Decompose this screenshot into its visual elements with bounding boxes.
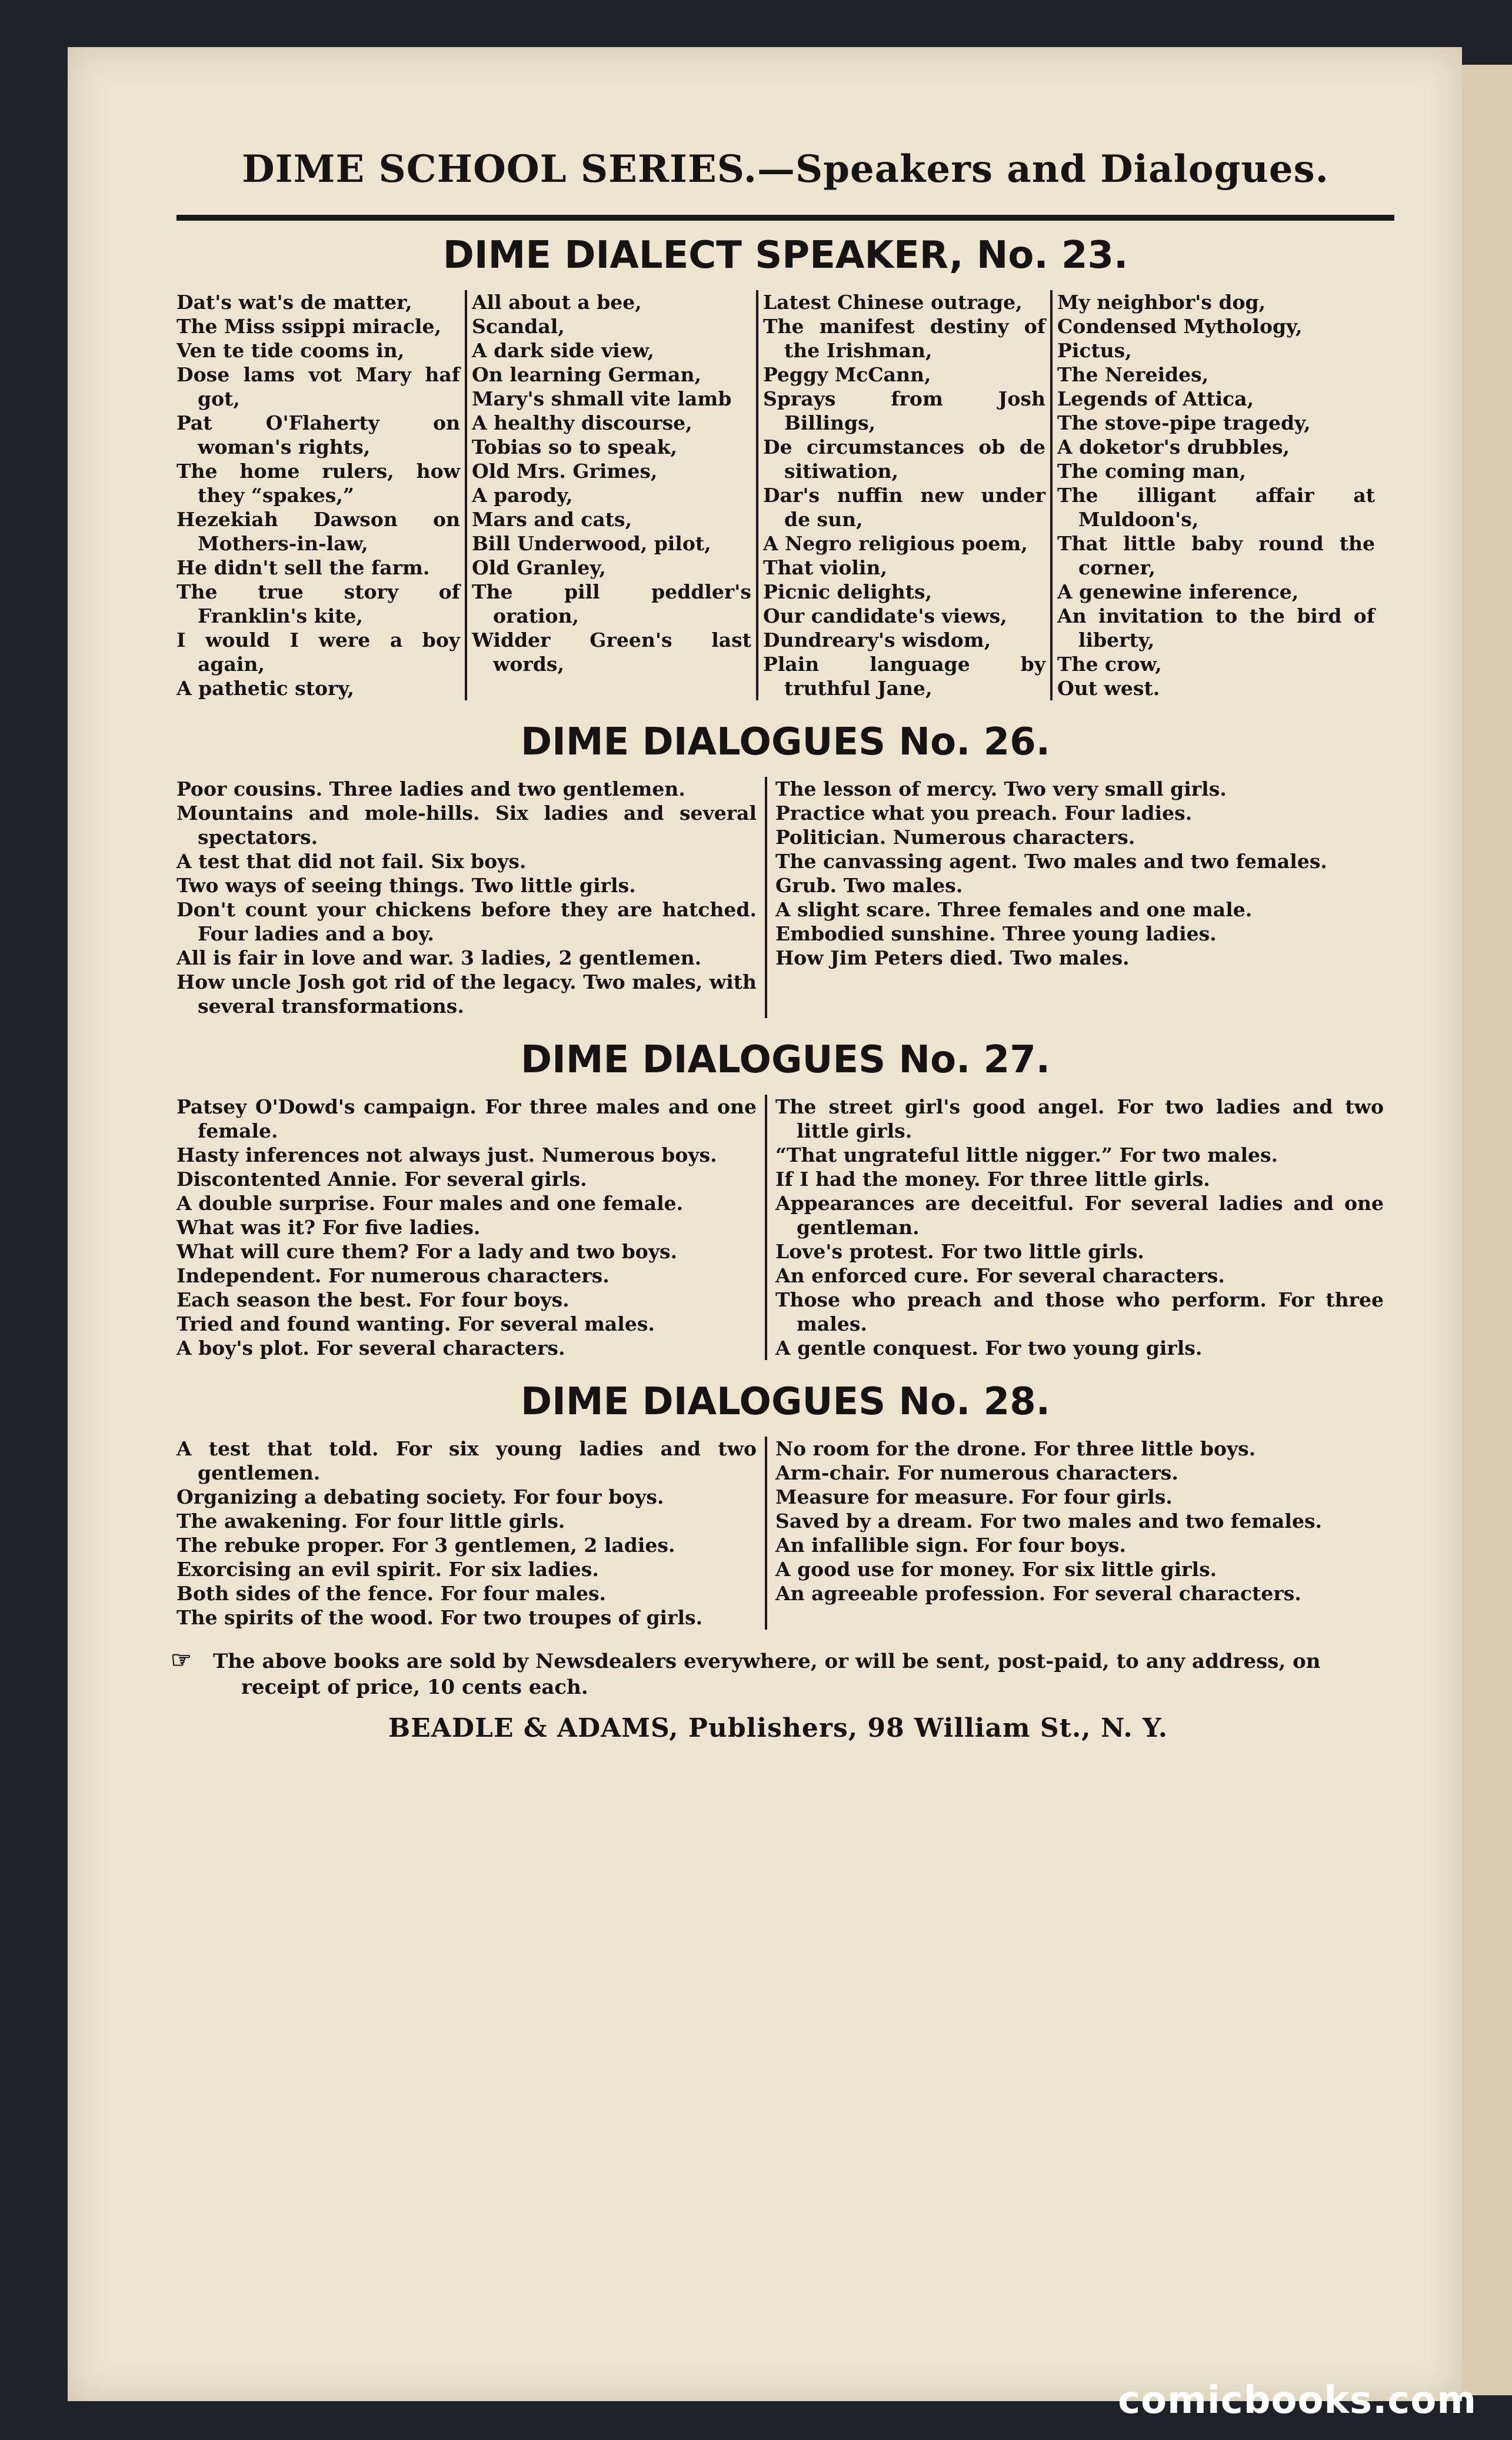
catalog-entry: Politician. Numerous characters. (775, 826, 1135, 849)
dialogues-26-list (176, 777, 1394, 1018)
catalog-entry: Appearances are deceitful. For several ladies and one gentleman. (775, 1192, 1384, 1239)
catalog-entry: A pathetic story, (176, 677, 354, 700)
catalog-entry: An agreeable profession. For several characters. (775, 1582, 1301, 1605)
catalog-entry: Dundreary's wisdom, (763, 629, 991, 651)
catalog-entry: A parody, (472, 484, 573, 507)
catalog-entry: Those who preach and those who perform. For three males. (775, 1288, 1384, 1335)
catalog-entry: Embodied sunshine. Three young ladies. (775, 922, 1217, 945)
catalog-entry: Mars and cats, (472, 508, 632, 531)
catalog-entry: What was it? For five ladies. (176, 1216, 481, 1239)
catalog-entry: Patsey O'Dowd's campaign. For three males and one female. (176, 1095, 757, 1142)
catalog-entry: A healthy discourse, (472, 411, 692, 434)
catalog-entry: The pill peddler's oration, (472, 580, 751, 627)
dialogue-column-left (176, 1437, 765, 1630)
dialogues-28-list (176, 1437, 1394, 1630)
catalog-entry: Hezekiah Dawson on Mothers-in-law, (176, 508, 460, 555)
catalog-entry: All about a bee, (472, 291, 642, 314)
catalog-entry: The coming man, (1057, 460, 1246, 483)
catalog-entry: De circumstances ob de sitiwation, (763, 436, 1045, 483)
catalog-entry: Dar's nuffin new under de sun, (763, 484, 1045, 531)
speaker-column (756, 290, 1050, 700)
catalog-entry: Both sides of the fence. For four males. (176, 1582, 607, 1605)
catalog-entry: Old Granley, (472, 556, 606, 579)
catalog-entry: Out west. (1057, 677, 1160, 700)
speaker-23-list (176, 290, 1394, 700)
catalog-entry: A good use for money. For six little girls. (775, 1558, 1217, 1581)
catalog-entry: Saved by a dream. For two males and two females. (775, 1510, 1323, 1533)
catalog-entry: Sprays from Josh Billings, (763, 387, 1045, 434)
catalog-entry: A test that did not fail. Six boys. (176, 850, 527, 873)
catalog-entry: A doketor's drubbles, (1057, 436, 1290, 458)
catalog-entry: A boy's plot. For several characters. (176, 1337, 565, 1359)
catalog-entry: Exorcising an evil spirit. For six ladies. (176, 1558, 599, 1581)
catalog-entry: Organizing a debating society. For four boys. (176, 1485, 664, 1508)
catalog-entry: Picnic delights, (763, 580, 932, 603)
catalog-entry: Old Mrs. Grimes, (472, 460, 658, 483)
speaker-column (176, 290, 465, 700)
catalog-entry: The manifest destiny of the Irishman, (763, 315, 1045, 362)
page-edge (1462, 65, 1512, 2395)
catalog-entry: How uncle Josh got rid of the legacy. Two males, with several transformations. (176, 970, 757, 1018)
catalog-entry: Hasty inferences not always just. Numerous boys. (176, 1143, 717, 1166)
catalog-entry: Condensed Mythology, (1057, 315, 1303, 338)
catalog-entry: No room for the drone. For three little boys. (775, 1437, 1256, 1460)
catalog-entry: Latest Chinese outrage, (763, 291, 1023, 314)
catalog-entry: The home rulers, how they “spakes,” (176, 460, 460, 507)
section-title-dialogues-28: DIME DIALOGUES No. 28. (520, 1380, 1051, 1424)
catalog-entry: That violin, (763, 556, 887, 579)
catalog-entry: Tried and found wanting. For several males. (176, 1312, 655, 1335)
catalog-entry: Don't count your chickens before they are hatched. Four ladies and a boy. (176, 898, 757, 945)
catalog-entry: Love's protest. For two little girls. (775, 1240, 1144, 1263)
catalog-entry: Ven te tide cooms in, (176, 339, 405, 362)
catalog-entry: Dat's wat's de matter, (176, 291, 412, 314)
series-header: DIME SCHOOL SERIES.—Speakers and Dialogues. (242, 147, 1329, 191)
catalog-entry: The crow, (1057, 653, 1162, 676)
catalog-entry: Dose lams vot Mary haf got, (176, 363, 460, 410)
dialogue-column-right (765, 1437, 1388, 1630)
section-title-dialogues-27: DIME DIALOGUES No. 27. (520, 1038, 1051, 1082)
catalog-entry: Widder Green's last words, (472, 629, 751, 676)
catalog-entry: The true story of Franklin's kite, (176, 580, 460, 627)
catalog-entry: What will cure them? For a lady and two boys. (176, 1240, 678, 1263)
catalog-entry: Poor cousins. Three ladies and two gentlemen. (176, 777, 685, 800)
catalog-entry: Two ways of seeing things. Two little girls. (176, 874, 636, 897)
catalog-entry: A test that told. For six young ladies and two gentlemen. (176, 1437, 757, 1484)
catalog-entry: An infallible sign. For four boys. (775, 1534, 1126, 1557)
catalog-entry: A slight scare. Three females and one male. (775, 898, 1253, 921)
catalog-entry: Scandal, (472, 315, 565, 338)
header-rule (176, 215, 1394, 221)
catalog-entry: That little baby round the corner, (1057, 532, 1375, 579)
catalog-entry: The Nereides, (1057, 363, 1209, 386)
page-content (171, 147, 1394, 1743)
site-watermark: comicbooks.com (1118, 2379, 1477, 2422)
dialogues-27-list (176, 1095, 1394, 1360)
catalog-entry: The awakening. For four little girls. (176, 1510, 565, 1533)
catalog-entry: The rebuke proper. For 3 gentlemen, 2 ladies. (176, 1534, 675, 1557)
section-title-speaker-23: DIME DIALECT SPEAKER, No. 23. (442, 234, 1128, 277)
catalog-entry: On learning German, (472, 363, 701, 386)
catalog-entry: He didn't sell the farm. (176, 556, 430, 579)
dialogue-column-right (765, 777, 1388, 1018)
speaker-column (1050, 290, 1380, 700)
catalog-entry: If I had the money. For three little girls. (775, 1168, 1210, 1191)
catalog-entry: How Jim Peters died. Two males. (775, 946, 1130, 969)
catalog-entry: Each season the best. For four boys. (176, 1288, 570, 1311)
catalog-entry: Discontented Annie. For several girls. (176, 1168, 587, 1191)
catalog-entry: The lesson of mercy. Two very small girls. (775, 777, 1227, 800)
catalog-entry: The illigant affair at Muldoon's, (1057, 484, 1375, 531)
catalog-entry: Pat O'Flaherty on woman's rights, (176, 411, 460, 458)
catalog-entry: The stove-pipe tragedy, (1057, 411, 1311, 434)
dialogue-column-right (765, 1095, 1388, 1360)
publisher-line: BEADLE & ADAMS, Publishers, 98 William St., N. Y. (388, 1713, 1168, 1743)
catalog-entry: Independent. For numerous characters. (176, 1264, 610, 1287)
catalog-entry: A gentle conquest. For two young girls. (775, 1337, 1203, 1359)
sales-notice: ☞ The above books are sold by Newsdealers everywhere, or will be sent, post-paid, to any address, on receipt of price, 10 cents each. (171, 1646, 1321, 1699)
catalog-entry: A genewine inference, (1057, 580, 1299, 603)
catalog-entry: Arm-chair. For numerous characters. (775, 1461, 1178, 1484)
catalog-entry: Mary's shmall vite lamb (472, 387, 732, 410)
catalog-entry: All is fair in love and war. 3 ladies, 2 gentlemen. (176, 946, 702, 969)
catalog-entry: “That ungrateful little nigger.” For two males. (775, 1143, 1278, 1166)
catalog-entry: The street girl's good angel. For two ladies and two little girls. (775, 1095, 1384, 1142)
catalog-entry: The Miss ssippi miracle, (176, 315, 441, 338)
catalog-entry: Our candidate's views, (763, 604, 1007, 627)
catalog-entry: Measure for measure. For four girls. (775, 1485, 1173, 1508)
dialogue-column-left (176, 1095, 765, 1360)
catalog-entry: The canvassing agent. Two males and two females. (775, 850, 1327, 873)
speaker-column (465, 290, 756, 700)
catalog-entry: Practice what you preach. Four ladies. (775, 802, 1193, 825)
catalog-entry: Pictus, (1057, 339, 1132, 362)
catalog-entry: Tobias so to speak, (472, 436, 678, 458)
catalog-entry: My neighbor's dog, (1057, 291, 1266, 314)
section-title-dialogues-26: DIME DIALOGUES No. 26. (520, 720, 1051, 764)
catalog-entry: An invitation to the bird of liberty, (1057, 604, 1375, 651)
catalog-entry: Legends of Attica, (1057, 387, 1254, 410)
catalog-entry: Grub. Two males. (775, 874, 963, 897)
catalog-entry: I would I were a boy again, (176, 629, 460, 676)
catalog-entry: A dark side view, (472, 339, 654, 362)
catalog-entry: Peggy McCann, (763, 363, 931, 386)
dialogue-column-left (176, 777, 765, 1018)
catalog-entry: The spirits of the wood. For two troupes of girls. (176, 1606, 703, 1629)
catalog-entry: A Negro religious poem, (763, 532, 1028, 555)
catalog-entry: Bill Underwood, pilot, (472, 532, 711, 555)
sales-notice-text: The above books are sold by Newsdealers everywhere, or will be sent, post-paid, to any address, on receipt of price, 10 cents each. (213, 1650, 1321, 1699)
catalog-entry: Mountains and mole-hills. Six ladies and several spectators. (176, 802, 757, 849)
catalog-entry: Plain language by truthful Jane, (763, 653, 1045, 700)
catalog-entry: A double surprise. Four males and one female. (176, 1192, 684, 1215)
catalog-entry: An enforced cure. For several characters. (775, 1264, 1225, 1287)
